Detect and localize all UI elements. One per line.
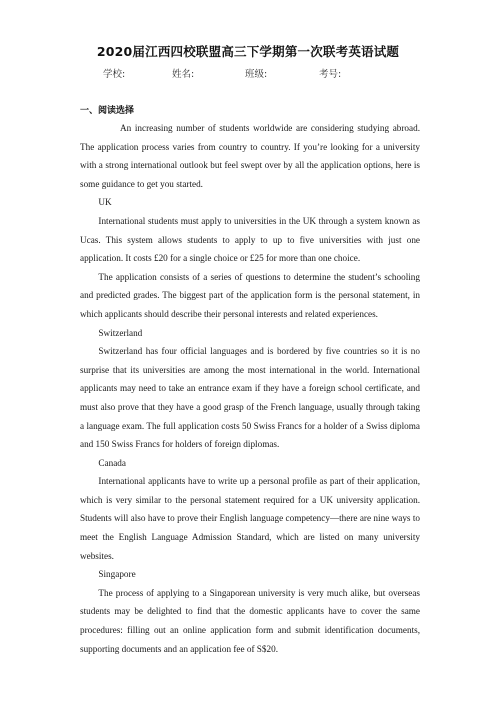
switzerland-paragraph: Switzerland has four official languages and is bordered by five countries so it is no surprise that its universities are among the most international in the world. International applicants may need to take an entrance exam if they have a foreign school certificate, and must also prove that they have a good grasp of the French language, usually through taking a language exam. The full application costs 50 Swiss Francs for a holder of a Swiss diploma and 150 Swiss Francs for holders of foreign diplomas.: [80, 346, 420, 450]
canada-heading: Canada: [98, 457, 126, 468]
uk-paragraph-2: The application consists of a series of questions to determine the student’s schooling and predicted grades. The biggest part of the application form is the personal statement, in which applicants should describe their personal interests and related experiences.: [80, 271, 420, 319]
section-heading: 一、阅读选择: [80, 106, 135, 116]
singapore-paragraph: The process of applying to a Singaporean university is very much alike, but overseas students may be delighted to find that the domestic applicants have to cover the same procedures: filling out an online application form and submit identification documents, supporting documents and an application fee of S$20.: [80, 587, 420, 654]
exam-title: 2020届江西四校联盟高三下学期第一次联考英语试题: [96, 44, 400, 59]
name-label: 姓名:: [172, 69, 195, 80]
school-label: 学校:: [103, 69, 126, 80]
singapore-heading: Singapore: [98, 569, 136, 580]
class-label: 班级:: [245, 69, 268, 80]
intro-paragraph: An increasing number of students worldwide are considering studying abroad. The application process varies from country to country. If you’re looking for a university with a strong international outlook but feel swept over by all the application options, here is some guidance to get you started.: [80, 123, 420, 189]
canada-paragraph: International applicants have to write up a personal profile as part of their application, which is very similar to the personal statement required for a UK university application. Students will also have to prove their English language competency—there are nine ways to meet the English Language Admission Standard, which are listed on many university websites.: [80, 476, 420, 561]
switzerland-heading: Switzerland: [98, 327, 143, 338]
reading-passage: [80, 119, 420, 658]
uk-heading: UK: [98, 197, 112, 208]
uk-paragraph-1: International students must apply to universities in the UK through a system known as Ucas. This system allows students to apply to up to five universities with just one application. It costs £20 for a single choice or £25 for more than one choice.: [80, 215, 420, 264]
exam-number-label: 考号:: [319, 69, 342, 80]
